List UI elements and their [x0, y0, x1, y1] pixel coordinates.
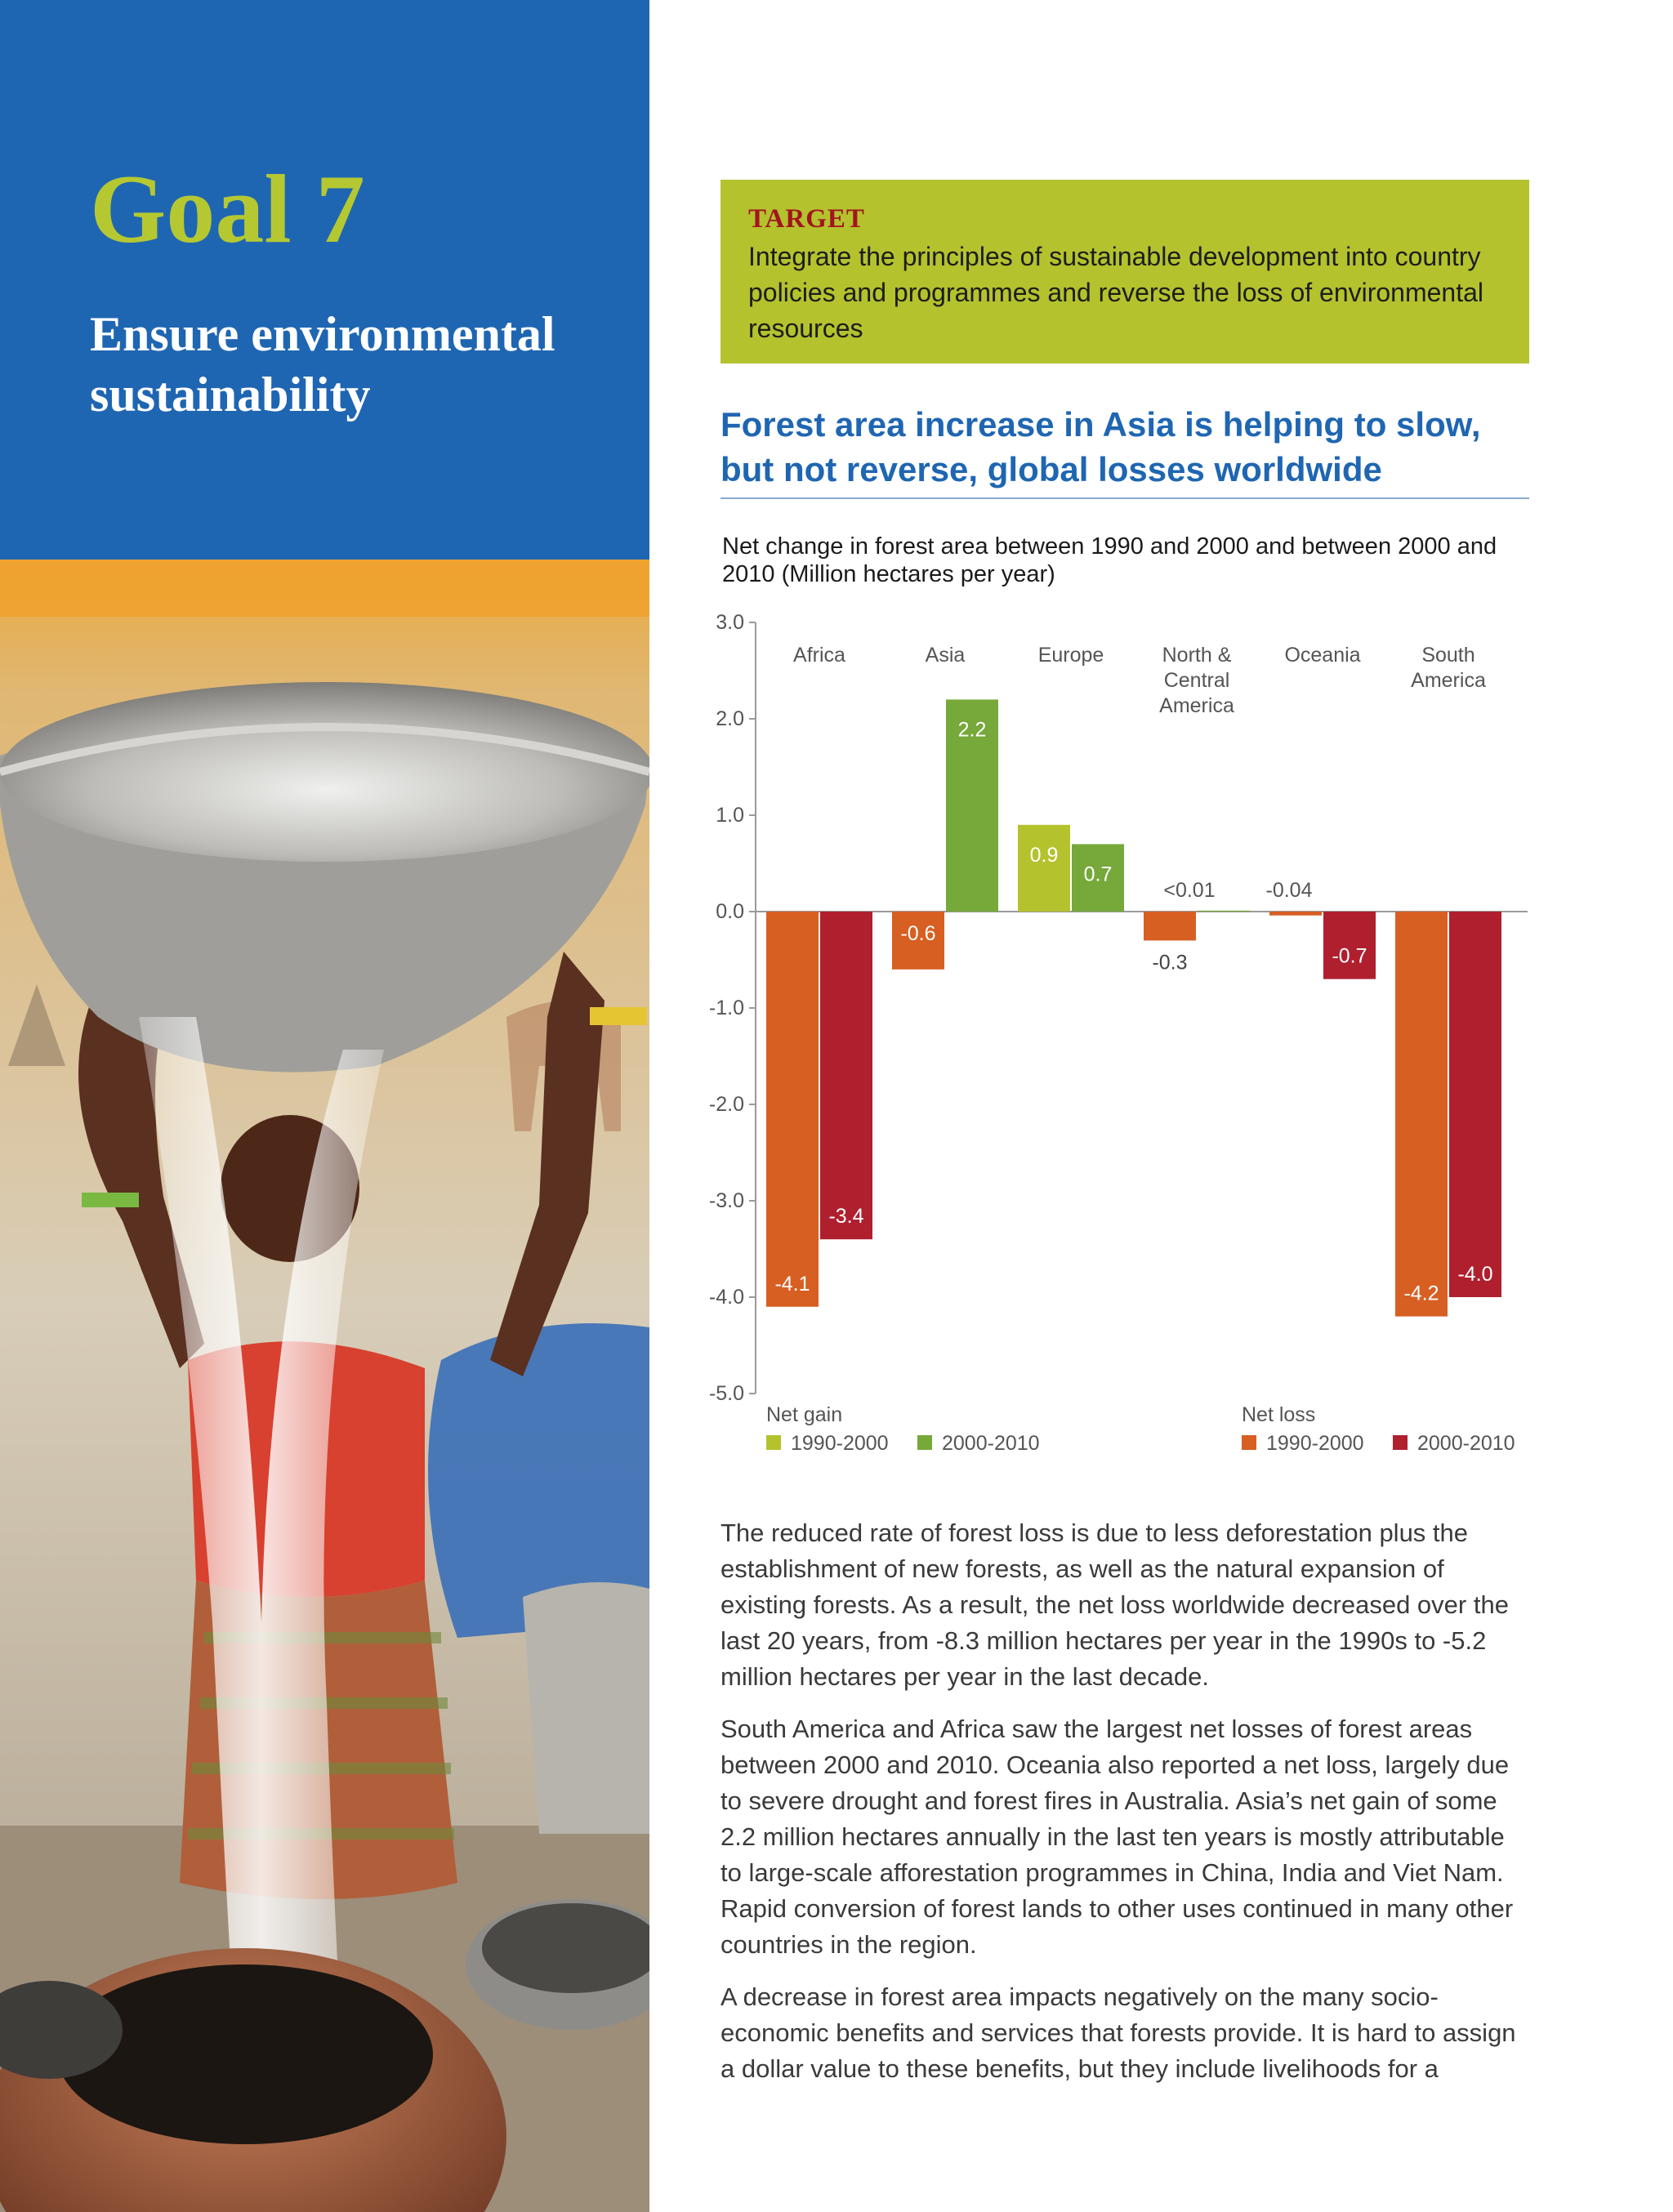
goal-title: Goal 7 — [90, 154, 365, 263]
legend-label: 1990-2000 — [1266, 1432, 1364, 1455]
data-label: <0.01 — [1163, 879, 1216, 902]
data-label: -0.3 — [1152, 951, 1188, 974]
bar — [1144, 912, 1196, 940]
legend-loss-title: Net loss — [1242, 1403, 1316, 1426]
chart-category-labels — [793, 644, 1486, 717]
data-label: 0.9 — [1029, 843, 1059, 867]
category-label: America — [1159, 694, 1234, 717]
bar — [1269, 912, 1322, 916]
category-label: Europe — [1037, 644, 1104, 667]
y-tick-label: -5.0 — [708, 1382, 744, 1405]
bar — [766, 912, 819, 1307]
heading-divider — [721, 497, 1529, 499]
body-text — [721, 1515, 1529, 2103]
target-box — [721, 180, 1529, 363]
legend-swatch — [1393, 1435, 1408, 1450]
body-paragraph: The reduced rate of forest loss is due to less deforestation plus the establishment of new forests, as well as the natural expansion of existing forests. As a result, the net loss worldwide decreased over the last 20 years, from -8.3 million hectares per year in the 1990s to -5.2 million hectares per year in the last decade. — [721, 1519, 1509, 1691]
y-tick-label: 0.0 — [716, 900, 744, 923]
bar — [820, 912, 872, 1239]
chart-title: Net change in forest area between 1990 and 2000 and between 2000 and 2010 (Million hectares per year) — [722, 533, 1497, 587]
section-heading: Forest area increase in Asia is helping to slow, but not reverse, global losses worldwide — [721, 405, 1481, 488]
chart-legend — [766, 1403, 1515, 1455]
goal-subtitle: Ensure environmental sustainability — [90, 307, 555, 421]
legend-label: 2000-2010 — [1417, 1432, 1515, 1455]
category-label: Central — [1163, 669, 1230, 692]
chart-data-labels — [774, 718, 1492, 1304]
body-paragraph: A decrease in forest area impacts negatively on the many socio-economic benefits and services that forests provide. It is hard to assign a dollar value to these benefits, but they include livelihoods for a — [721, 1982, 1516, 2083]
data-label: 0.7 — [1083, 863, 1113, 886]
legend-swatch — [1242, 1435, 1256, 1450]
category-label: North & — [1162, 644, 1232, 667]
woman-pouring-water-photo — [0, 560, 649, 2212]
data-label: -0.6 — [900, 922, 936, 945]
legend-label: 1990-2000 — [791, 1432, 889, 1455]
data-label: -4.0 — [1457, 1263, 1493, 1286]
category-label: Oceania — [1284, 644, 1361, 667]
target-label: TARGET — [748, 204, 865, 234]
y-tick-label: -3.0 — [708, 1189, 744, 1212]
category-label: South — [1421, 644, 1475, 667]
data-label: 2.2 — [957, 718, 987, 742]
goal-panel — [0, 0, 649, 560]
y-tick-label: -1.0 — [708, 997, 744, 1019]
legend-label: 2000-2010 — [942, 1432, 1040, 1455]
bar — [1395, 912, 1448, 1317]
y-tick-label: -2.0 — [708, 1093, 744, 1116]
category-label: Africa — [793, 644, 845, 667]
y-tick-label: 1.0 — [716, 804, 744, 827]
body-paragraph: South America and Africa saw the largest net losses of forest areas between 2000 and 2010. Oceania also reported a net loss, largely due to severe drought and forest fires in Australia. Asia’s net gain of some 2.2 million hectares annually in the last ten years is mostly attributable to large-scale afforestation programmes in China, India and Viet Nam. Rapid conversion of forest lands to other uses continued in many other countries in the region. — [721, 1715, 1514, 1959]
y-tick-label: 3.0 — [716, 611, 744, 634]
data-label: -0.04 — [1265, 879, 1313, 902]
chart-bars — [766, 699, 1501, 1316]
left-column — [0, 0, 649, 2212]
y-tick-label: -4.0 — [708, 1286, 744, 1309]
legend-gain-title: Net gain — [766, 1403, 843, 1426]
data-label: -0.7 — [1332, 944, 1367, 968]
y-tick-label: 2.0 — [716, 707, 744, 730]
target-text: Integrate the principles of sustainable development into country policies and programmes and reverse the loss of environmental resources — [748, 242, 1484, 343]
data-label: -4.2 — [1403, 1282, 1439, 1305]
legend-swatch — [917, 1435, 932, 1450]
bar — [1198, 911, 1250, 912]
category-label: America — [1411, 669, 1486, 692]
data-label: -4.1 — [774, 1272, 810, 1296]
data-label: -3.4 — [828, 1205, 864, 1229]
bar — [1018, 825, 1070, 912]
legend-swatch — [766, 1435, 781, 1450]
category-label: Asia — [925, 644, 966, 667]
forest-area-bar-chart — [703, 604, 1536, 1478]
bar — [1449, 912, 1501, 1297]
